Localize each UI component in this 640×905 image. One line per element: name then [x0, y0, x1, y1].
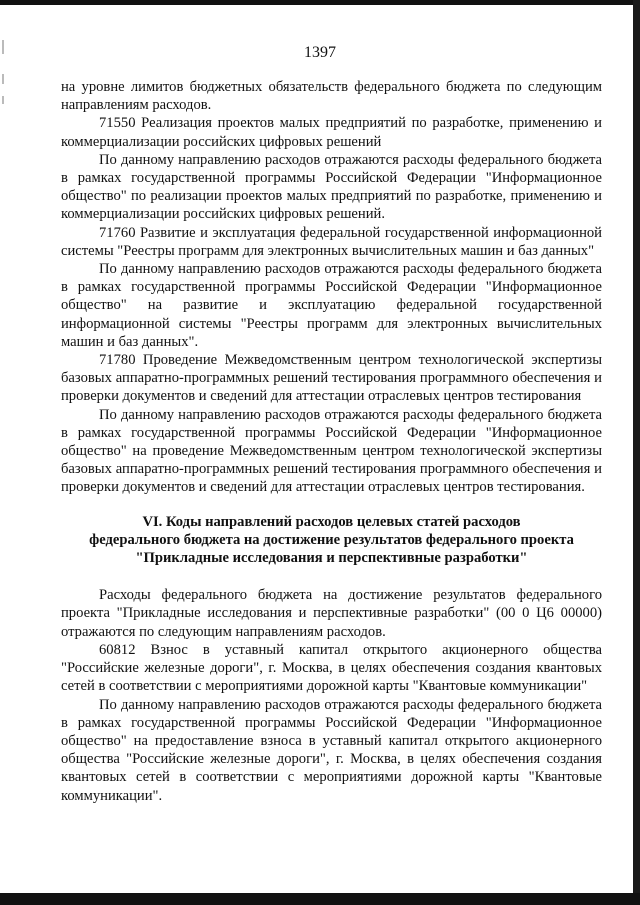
paragraph-description-71760: По данному направлению расходов отражаются расходы федерального бюджета в рамках государственной программы Российской Федерации "Информационное общество" на развитие и эксплуатацию федеральной государственной информационной системы "Реестры программ для электронных вычислительных машин и баз данных".: [61, 261, 602, 350]
section-heading-line: федерального бюджета на достижение результатов федерального проекта: [89, 531, 574, 548]
paragraph-code-71550: 71550 Реализация проектов малых предприятий по разработке, применению и коммерциализации российских цифровых решений: [61, 115, 602, 150]
paragraph-continuation: на уровне лимитов бюджетных обязательств федерального бюджета по следующим направлениям расходов.: [61, 79, 602, 114]
section-heading-line: VI. Коды направлений расходов целевых статей расходов: [142, 513, 521, 530]
scan-edge-bottom: [0, 893, 640, 905]
section-heading: [61, 513, 602, 568]
paragraph-code-71780: 71780 Проведение Межведомственным центром технологической экспертизы базовых аппаратно-программных решений тестирования программного обеспечения и проверки документов и сведений для аттестации отраслевых центров тестирования: [61, 352, 602, 405]
section-heading-line: "Прикладные исследования и перспективные разработки": [135, 550, 528, 567]
paragraph-code-71760: 71760 Развитие и эксплуатация федеральной государственной информационной системы "Реестры программ для электронных вычислительных машин и баз данных": [61, 224, 602, 259]
page-number: 1397: [304, 44, 336, 61]
paragraph-description-60812: По данному направлению расходов отражаются расходы федерального бюджета в рамках государственной программы Российской Федерации "Информационное общество" на предоставление взноса в уставный капитал открытого акционерного общества "Российские железные дороги", г. Москва, в целях обеспечения создания квантовых сетей в соответствии с мероприятиями дорожной карты "Квантовые коммуникации".: [61, 696, 602, 804]
scan-edge-right: [633, 0, 640, 905]
paragraph-code-60812: 60812 Взнос в уставный капитал открытого акционерного общества "Российские железные дороги", г. Москва, в целях обеспечения создания квантовых сетей в соответствии с мероприятиями дорожной карты "Квантовые коммуникации": [61, 641, 602, 695]
paragraph-section-intro: Расходы федерального бюджета на достижение результатов федерального проекта "Прикладные исследования и перспективные разработки" (00 0 Ц6 00000) отражаются по следующим направлениям расходов.: [61, 587, 602, 640]
scan-edge-top: [0, 0, 640, 5]
paragraph-description-71550: По данному направлению расходов отражаются расходы федерального бюджета в рамках государственной программы Российской Федерации "Информационное общество" по реализации проектов малых предприятий по разработке, применению и коммерциализации российских цифровых решений.: [61, 151, 602, 223]
document-body: [61, 78, 602, 805]
scan-mark: [2, 74, 4, 84]
paragraph-description-71780: По данному направлению расходов отражаются расходы федерального бюджета в рамках государственной программы Российской Федерации "Информационное общество" на проведение Межведомственным центром технологической экспертизы базовых аппаратно-программных решений тестирования программного обеспечения и проверки документов и сведений для аттестации отраслевых центров тестирования.: [61, 406, 602, 496]
scan-mark: [2, 96, 4, 104]
